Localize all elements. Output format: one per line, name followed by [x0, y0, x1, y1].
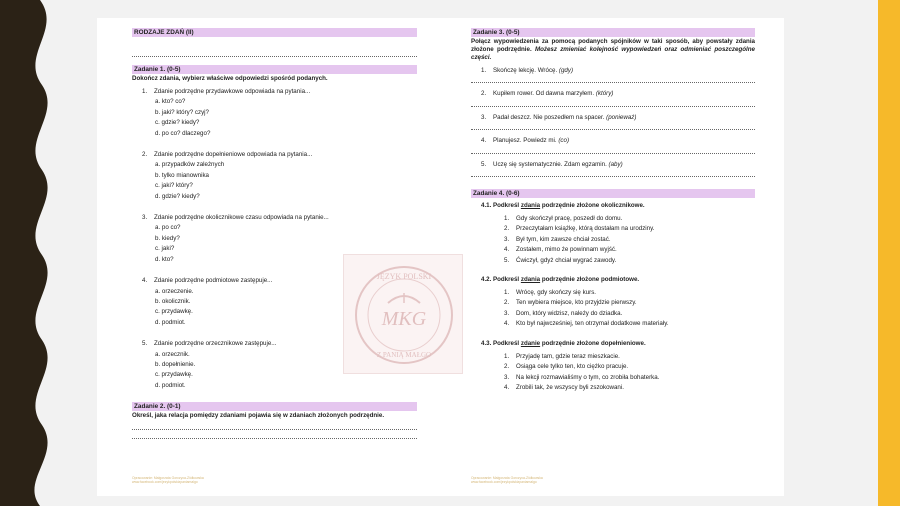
- answer-option: d. podmiot.: [155, 318, 186, 326]
- sentence-text: Kto był najwcześniej, ten otrzymał dodatkowe materiały.: [516, 320, 669, 328]
- answer-option: a. po co?: [155, 224, 181, 232]
- sentence-item: [504, 256, 755, 266]
- question-stem: 3. Zdanie podrzędne okolicznikowe czasu odpowiada na pytanie...: [132, 213, 417, 223]
- answer-line: [132, 438, 417, 439]
- sentence-item: [504, 288, 755, 298]
- question-stem: 4. Zdanie podrzędne podmiotowe zastępuje...: [132, 276, 417, 286]
- worksheet-page: [97, 18, 784, 496]
- item-number: 4.: [504, 246, 510, 254]
- subtask-number: 4.1.: [481, 202, 492, 210]
- subtask-number: 4.2.: [481, 276, 492, 284]
- sentence-item: [504, 214, 755, 224]
- task1-header: Zadanie 1. (0-5): [132, 65, 417, 74]
- item-number: 2.: [504, 225, 510, 233]
- subtask-underlined: zdania: [520, 202, 541, 210]
- footer-left: [132, 476, 204, 485]
- answer-option: c. jaki? który?: [155, 182, 193, 190]
- conjunction-hint: (gdy): [558, 67, 574, 74]
- right-column: [471, 28, 755, 393]
- task3-items: [471, 66, 755, 177]
- sentence-text: Padał deszcz. Nie poszedłem na spacer.: [493, 113, 607, 121]
- item-number: 3.: [481, 113, 487, 121]
- item-number: 2.: [504, 299, 510, 307]
- sentence-item: [504, 319, 755, 329]
- item-number: 4.: [504, 320, 510, 328]
- task3-instruction: [471, 38, 755, 62]
- subtask-heading: [471, 201, 755, 210]
- footer-link: www.facebook.com/jezykpolskizpaniamalgo: [471, 480, 537, 485]
- question-item: [132, 150, 417, 202]
- sentence-item: [504, 373, 755, 383]
- question-number: 5.: [142, 340, 148, 348]
- question-number: 4.: [142, 277, 148, 285]
- conjunction-hint: (ponieważ): [606, 113, 637, 121]
- item-number: 5.: [504, 256, 510, 264]
- sentence-list: [471, 288, 755, 330]
- answer-option: b. kiedy?: [155, 234, 180, 242]
- question-stem: 5. Zdanie podrzędne orzecznikowe zastępuje...: [132, 339, 417, 349]
- sentence-item: [504, 352, 755, 362]
- item-number: 1.: [504, 215, 510, 223]
- sentence-item: [471, 160, 755, 170]
- answer-line: [471, 176, 755, 177]
- answer-line: [471, 106, 755, 107]
- stamp-bottom-text: Z PANIĄ MAŁGO: [376, 351, 432, 359]
- conjunction-hint: (co): [558, 137, 569, 145]
- answer-line: [471, 129, 755, 130]
- item-number: 3.: [504, 235, 510, 243]
- item-number: 1.: [481, 67, 487, 74]
- task3-instruction-note: Możesz zmieniać kolejność wypowiedzeń oraz odmieniać poszczególne części.: [471, 46, 755, 61]
- sentence-text: Na lekcji rozmawialiśmy o tym, co zrobiła bohaterka.: [516, 373, 660, 381]
- subtask-text: Podkreśl: [493, 339, 521, 347]
- stamp-logo: [344, 255, 464, 375]
- answer-option: b. okolicznik.: [155, 297, 191, 305]
- answer-option: a. kto? co?: [155, 98, 186, 106]
- sentence-text: Uczę się systematycznie. Zdam egzamin.: [493, 160, 609, 168]
- sentence-item: [504, 383, 755, 393]
- subtask-text: podrzędnie złożone podmiotowe.: [540, 276, 640, 284]
- sentence-text: Przyjadę tam, gdzie teraz mieszkacie.: [516, 352, 620, 360]
- item-number: 2.: [504, 363, 510, 371]
- answer-option: d. podmiot.: [155, 381, 186, 389]
- item-number: 4.: [481, 137, 487, 145]
- answer-option: c. przydawkę.: [155, 308, 193, 316]
- sentence-text: Osiąga cele tylko ten, kto ciężko pracuje.: [516, 363, 629, 371]
- footer-link: www.facebook.com/jezykpolskizpaniamalgo: [132, 480, 198, 485]
- answer-option: a. orzeczenie.: [155, 287, 194, 295]
- worksheet-title: RODZAJE ZDAŃ (II): [132, 28, 417, 37]
- sentence-text: Ten wybiera miejsce, kto przyjdzie pierwszy.: [516, 299, 637, 307]
- sentence-text: Wrócę, gdy skończy się kurs.: [516, 289, 597, 297]
- sentence-list: [471, 214, 755, 266]
- answer-option: d. po co? dlaczego?: [155, 129, 211, 137]
- sentence-list: [471, 352, 755, 394]
- subtask-text: podrzędnie złożone dopełnieniowe.: [540, 339, 646, 347]
- answer-option: a. orzecznik.: [155, 350, 190, 358]
- subtask-number: 4.3.: [481, 339, 492, 347]
- item-number: 2.: [481, 90, 487, 98]
- answer-option: a. przypadków zależnych: [155, 161, 225, 169]
- subtask-text: Podkreśl: [493, 202, 521, 210]
- item-number: 5.: [481, 160, 487, 168]
- footer-credit: Opracowanie: Małgorzata Gorczyca-Ziółkowska: [132, 476, 204, 480]
- task4-subtasks: [471, 201, 755, 393]
- footer-right: [471, 476, 543, 485]
- answer-option: c. przydawkę.: [155, 371, 193, 379]
- subtask-underlined: zdania: [520, 276, 541, 284]
- sentence-text: Przeczytałam książkę, którą dostałam na urodziny.: [516, 225, 655, 233]
- left-column: [132, 28, 417, 439]
- stamp-top-text: JĘZYK POLSKI: [376, 272, 432, 281]
- sentence-text: Kupiłem rower. Od dawna marzyłem.: [493, 90, 596, 98]
- item-number: 4.: [504, 383, 510, 391]
- subtask-heading: [471, 339, 755, 348]
- sentence-text: Zostałem, mimo że powinnam wyjść.: [516, 246, 617, 254]
- answer-line: [132, 56, 417, 57]
- answer-option: b. tylko mianownika: [155, 171, 209, 179]
- sentence-text: Gdy skończył pracę, poszedł do domu.: [516, 215, 623, 223]
- question-stem: 2. Zdanie podrzędne dopełnieniowe odpowiada na pytania...: [132, 150, 417, 160]
- subtask-heading: [471, 275, 755, 284]
- answer-option: c. gdzie? kiedy?: [155, 119, 200, 127]
- task3-header: Zadanie 3. (0-5): [471, 28, 755, 37]
- sentence-item: [471, 136, 755, 146]
- question-number: 1.: [142, 88, 148, 95]
- stamp-monogram: MKG: [381, 308, 427, 330]
- item-number: 1.: [504, 352, 510, 360]
- question-number: 2.: [142, 151, 148, 159]
- answer-option: b. jaki? który? czyj?: [155, 108, 209, 116]
- question-stem: 1. Zdanie podrzędne przydawkowe odpowiada na pytania...: [132, 87, 417, 97]
- accent-side-bar: [878, 0, 900, 506]
- sentence-item: [504, 224, 755, 234]
- subtask-text: podrzędnie złożone okolicznikowe.: [540, 202, 645, 210]
- answer-option: c. jaki?: [155, 245, 175, 253]
- task3-instruction-main: Połącz wypowiedzenia za pomocą podanych spójników w taki sposób, aby powstały zdania złożone podrzędnie.: [471, 38, 755, 53]
- answer-option: d. kto?: [155, 255, 174, 263]
- task1-instruction: Dokończ zdania, wybierz właściwe odpowiedzi spośród podanych.: [132, 75, 328, 82]
- question-number: 3.: [142, 214, 148, 222]
- sentence-item: [504, 245, 755, 255]
- answer-line: [132, 429, 417, 430]
- task4-header: Zadanie 4. (0-6): [471, 189, 755, 198]
- task2-header: Zadanie 2. (0-1): [132, 402, 417, 411]
- sentence-text: Planujesz. Powiedz mi.: [493, 137, 559, 145]
- subtask-text: Podkreśl: [493, 276, 521, 284]
- conjunction-hint: (aby): [608, 160, 623, 168]
- sentence-text: Dom, który widzisz, należy do dziadka.: [516, 309, 623, 317]
- sentence-item: [471, 113, 755, 123]
- watermark-stamp: [343, 254, 463, 374]
- sentence-text: Był tym, kim zawsze chciał zostać.: [516, 235, 611, 243]
- answer-option: d. gdzie? kiedy?: [155, 192, 200, 200]
- answer-option: b. dopełnienie.: [155, 360, 196, 368]
- sentence-item: [504, 298, 755, 308]
- item-number: 3.: [504, 373, 510, 381]
- footer-credit: Opracowanie: Małgorzata Gorczyca-Ziółkowska: [471, 476, 543, 480]
- item-number: 1.: [504, 289, 510, 297]
- sentence-item: [504, 235, 755, 245]
- decorative-wave-border: [0, 0, 62, 506]
- sentence-item: [471, 66, 755, 76]
- answer-line: [471, 82, 755, 83]
- item-number: 3.: [504, 309, 510, 317]
- conjunction-hint: (który): [595, 90, 614, 98]
- sentence-item: [471, 89, 755, 99]
- answer-line: [471, 153, 755, 154]
- sentence-text: Skończę lekcję. Wrócę.: [493, 67, 559, 74]
- subtask-underlined: zdanie: [520, 339, 541, 347]
- task2-instruction: Określ, jaka relacja pomiędzy zdaniami pojawia się w zdaniach złożonych podrzędnie.: [132, 412, 385, 420]
- sentence-text: Ćwiczył, gdyż chciał wygrać zawody.: [516, 256, 617, 264]
- sentence-item: [504, 362, 755, 372]
- sentence-item: [504, 309, 755, 319]
- sentence-text: Zrobili tak, że wszyscy byli zszokowani.: [516, 383, 624, 391]
- question-item: [132, 87, 417, 139]
